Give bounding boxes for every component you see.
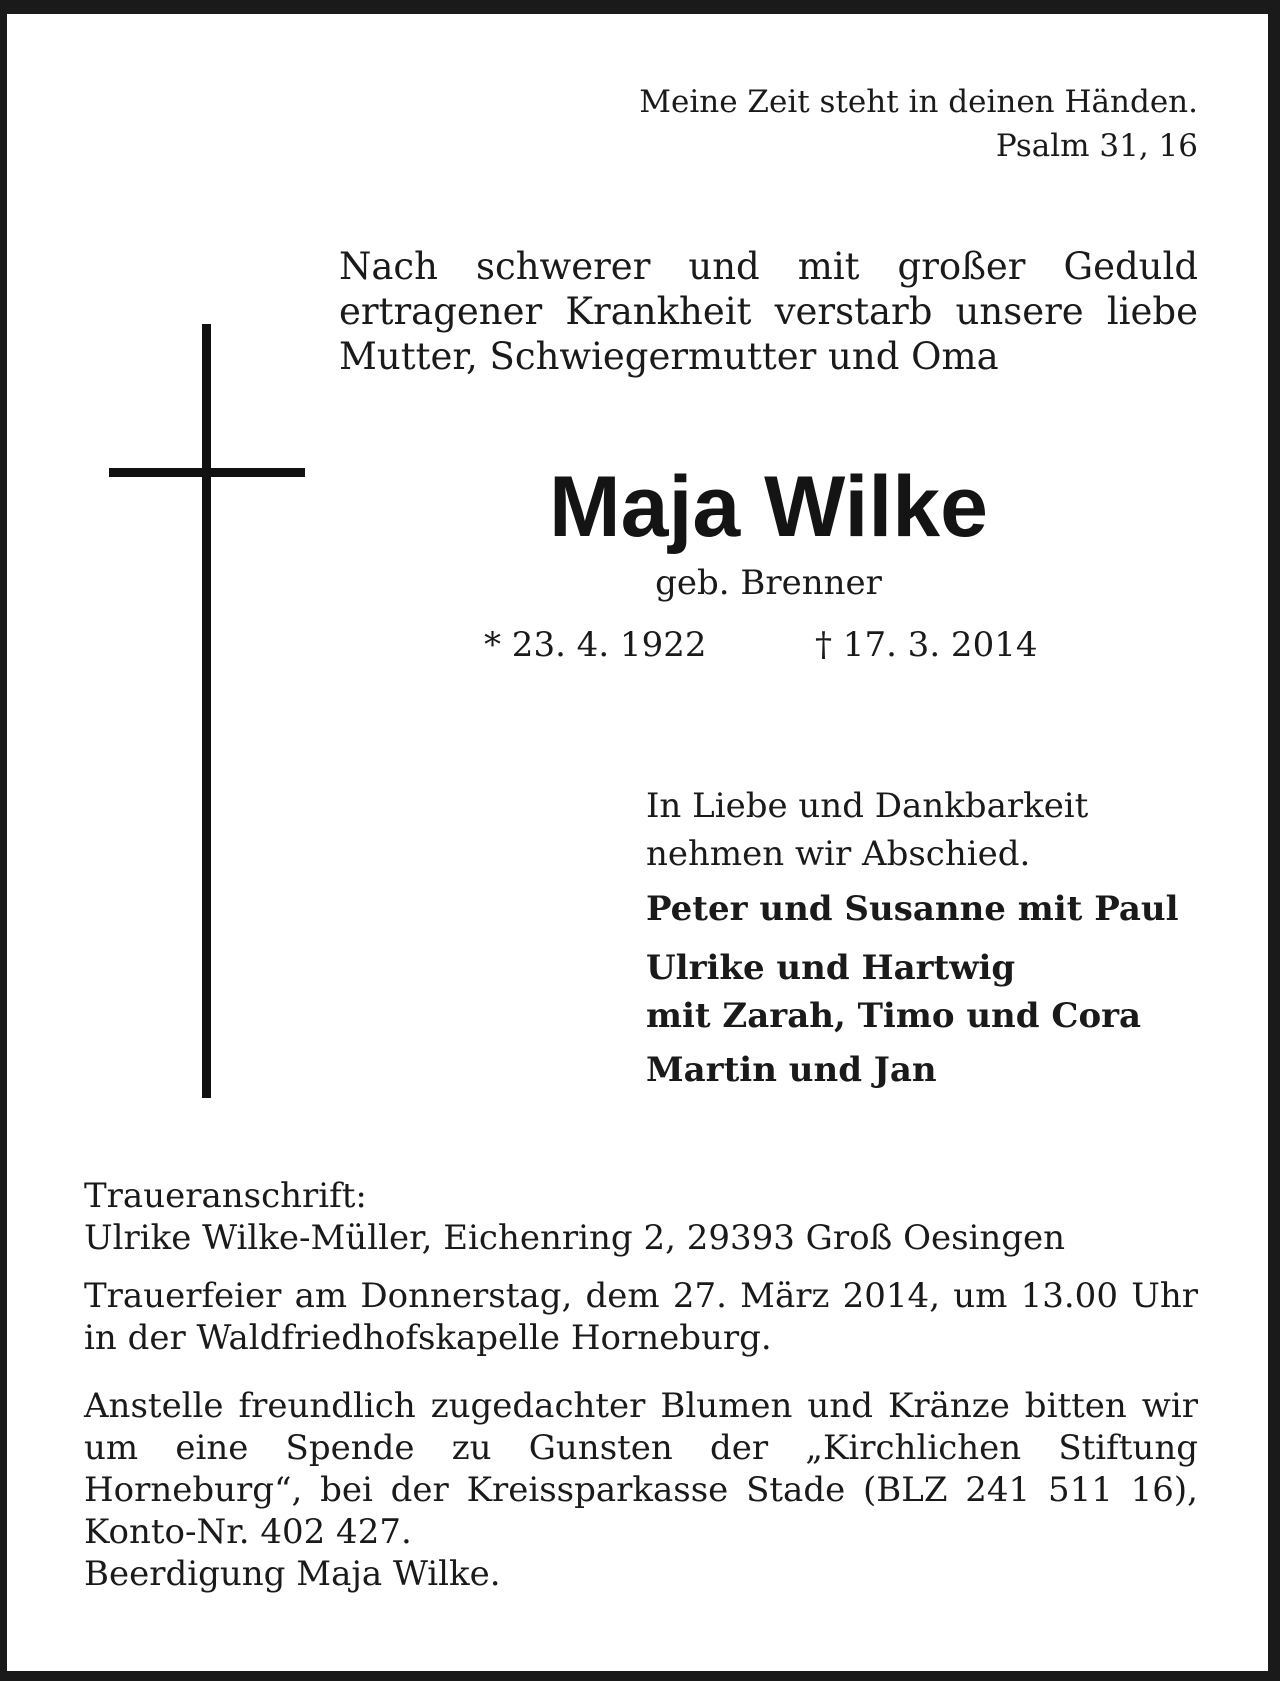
donation-reference: Beerdigung Maja Wilke.: [84, 1554, 501, 1594]
cross-icon-vertical-bar: [202, 324, 211, 1098]
address-value: Ulrike Wilke-Müller, Eichenring 2, 29393 Groß Oesingen: [84, 1218, 1066, 1258]
farewell-line-1: In Liebe und Dankbarkeit: [646, 786, 1089, 826]
verse-reference: Psalm 31, 16: [995, 128, 1198, 164]
family-group-2: [646, 944, 1246, 1040]
cross-icon-horizontal-bar: [109, 468, 305, 477]
deceased-name: Maja Wilke: [549, 459, 988, 555]
intro-text: Nach schwerer und mit großer Geduld ertragener Krankheit verstarb unsere liebe Mutter, Schwiegermutter und Oma: [339, 245, 1198, 378]
family-group-2-line-1: Ulrike und Hartwig: [646, 948, 1016, 988]
donation-request: [84, 1385, 1198, 1595]
birth-date: * 23. 4. 1922: [484, 625, 707, 665]
family-group-2-line-2: mit Zarah, Timo und Cora: [646, 996, 1142, 1036]
farewell-line-2: nehmen wir Abschied.: [646, 834, 1031, 874]
mourning-address: [84, 1175, 1198, 1259]
address-label: Traueranschrift:: [84, 1176, 367, 1216]
family-group-1: Peter und Susanne mit Paul: [646, 889, 1179, 929]
farewell-text: [646, 782, 1206, 878]
funeral-service-text: Trauerfeier am Donnerstag, dem 27. März 2014, um 13.00 Uhr in der Waldfriedhofskapelle Horneburg.: [84, 1276, 1198, 1358]
family-group-3: Martin und Jan: [646, 1050, 937, 1090]
maiden-name: geb. Brenner: [655, 563, 882, 603]
donation-text: Anstelle freundlich zugedachter Blumen und Kränze bitten wir um eine Spende zu Gunsten der „Kirchlichen Stiftung Horneburg“, bei der Kreissparkasse Stade (BLZ 241 511 16), Konto-Nr. 402 427.: [84, 1386, 1198, 1552]
death-date: † 17. 3. 2014: [815, 625, 1038, 665]
verse-text: Meine Zeit steht in deinen Händen.: [639, 84, 1198, 120]
bible-verse: [498, 80, 1198, 168]
